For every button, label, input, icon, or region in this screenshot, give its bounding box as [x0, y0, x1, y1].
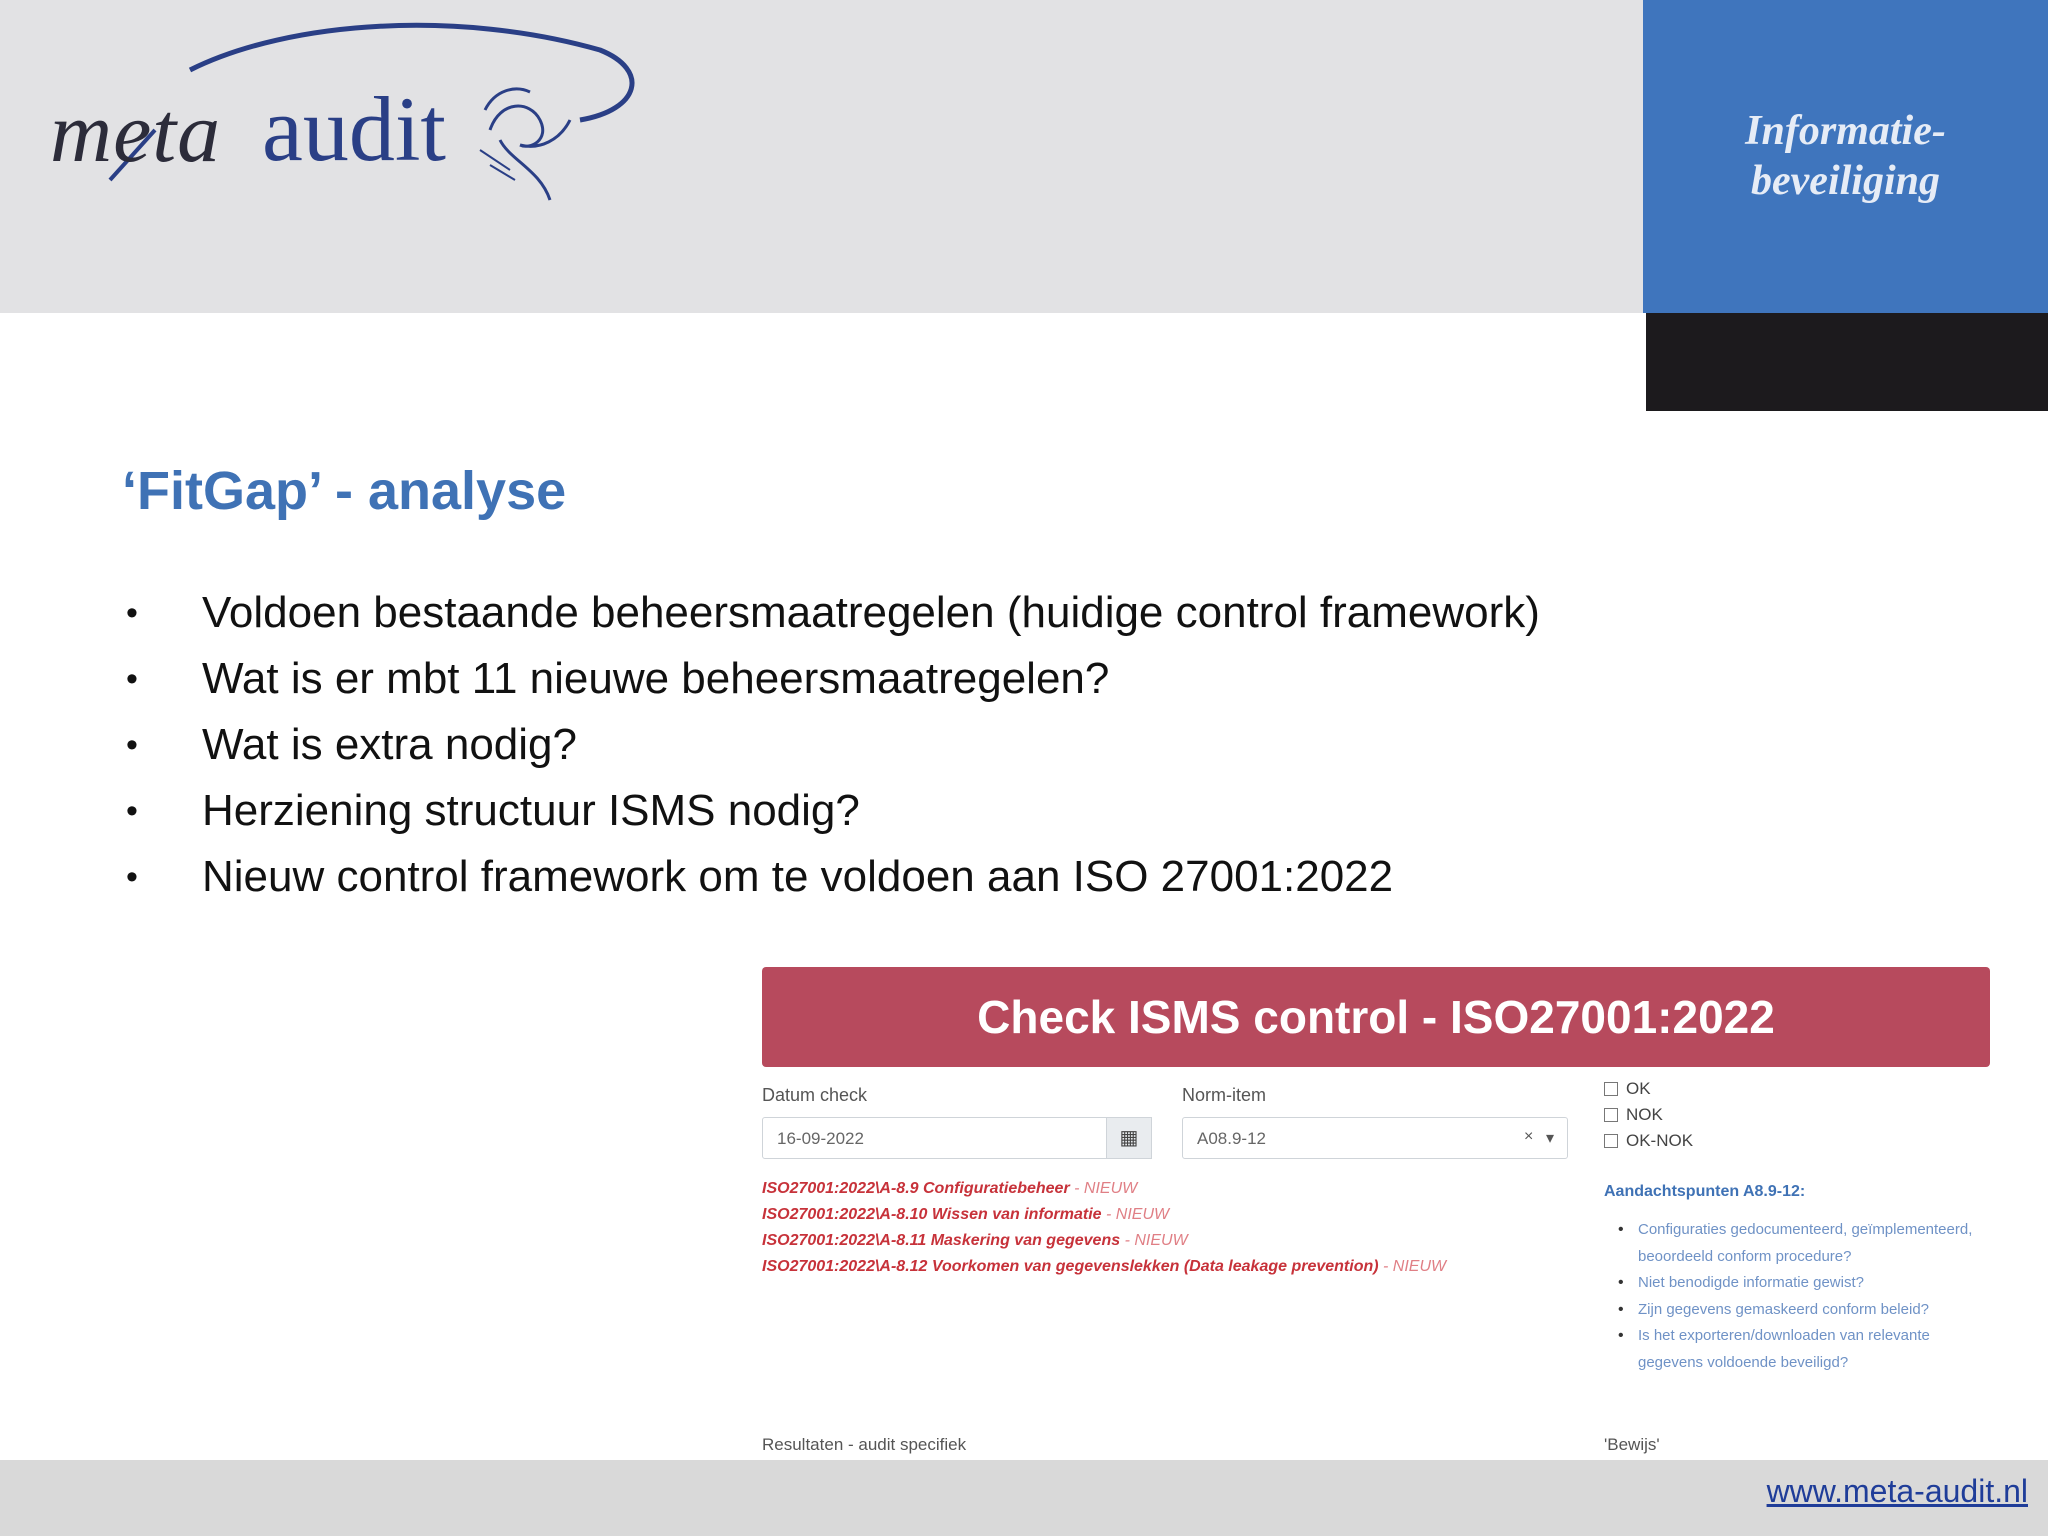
bullet-text: Voldoen bestaande beheersmaatregelen (huidige control framework) — [202, 588, 1540, 637]
aandachtspunten-list — [1638, 1217, 1998, 1376]
checkbox-box[interactable] — [1604, 1082, 1618, 1096]
iso-item[interactable] — [762, 1232, 1188, 1250]
clear-x-icon[interactable]: × — [1524, 1128, 1534, 1145]
aandachtspunt-item: • Niet benodigde informatie gewist? — [1638, 1270, 1998, 1297]
checkbox-label: NOK — [1626, 1105, 1663, 1124]
checkbox-ok-nok[interactable] — [1604, 1131, 1693, 1151]
check-isms-banner: Check ISMS control - ISO27001:2022 — [762, 967, 1990, 1067]
aandachtspunten-title: Aandachtspunten A8.9-12: — [1604, 1183, 1806, 1200]
checkbox-label: OK — [1626, 1079, 1651, 1098]
mythical-figure-logo-icon — [470, 80, 580, 210]
logo-word-audit: audit — [262, 78, 446, 180]
topic-line-2: beveiliging — [1751, 158, 1940, 204]
checkbox-ok[interactable] — [1604, 1079, 1651, 1099]
date-input[interactable]: 16-09-2022 — [762, 1117, 1152, 1159]
website-link[interactable]: www.meta-audit.nl — [1766, 1473, 2028, 1509]
isms-check-screenshot — [760, 965, 1995, 1461]
iso-item[interactable] — [762, 1180, 1137, 1198]
slide-title: ‘FitGap’ - analyse — [122, 461, 567, 521]
caret-down-icon[interactable]: ▾ — [1546, 1130, 1555, 1147]
aandachtspunt-item: • Is het exporteren/downloaden van relevante gegevens voldoende beveiligd? — [1638, 1323, 1998, 1376]
topic-line-1: Informatie- — [1745, 108, 1946, 154]
norm-item-select[interactable]: A08.9-12 — [1182, 1117, 1568, 1159]
iso-item-tag: - NIEUW — [1101, 1206, 1170, 1223]
bullet-dot: • — [126, 726, 138, 764]
bullet-dot: • — [126, 660, 138, 698]
calendar-icon[interactable]: ▦ — [1106, 1117, 1152, 1159]
aandachtspunt-item: • Configuraties gedocumenteerd, geïmplementeerd, beoordeeld conform procedure? — [1638, 1217, 1998, 1270]
checkbox-box[interactable] — [1604, 1108, 1618, 1122]
checkbox-box[interactable] — [1604, 1134, 1618, 1148]
results-label: Resultaten - audit specifiek — [762, 1435, 967, 1454]
bullet-dot: • — [126, 792, 138, 830]
iso-item-text: ISO27001:2022\A-8.11 Maskering van gegevens — [762, 1232, 1121, 1249]
iso-item-tag: - NIEUW — [1069, 1180, 1138, 1197]
bullet-dot: • — [126, 858, 138, 896]
iso-item-text: ISO27001:2022\A-8.9 Configuratiebeheer — [762, 1180, 1070, 1197]
iso-item-text: ISO27001:2022\A-8.10 Wissen van informatie — [762, 1206, 1102, 1223]
norm-item-label: Norm-item — [1182, 1085, 1266, 1105]
date-label: Datum check — [762, 1085, 868, 1105]
bullet-dot: • — [126, 594, 138, 632]
bullet-text: Nieuw control framework om te voldoen aan ISO 27001:2022 — [202, 852, 1394, 901]
logo-word-meta: meta — [50, 84, 222, 180]
iso-item[interactable] — [762, 1206, 1169, 1224]
iso-item[interactable] — [762, 1258, 1446, 1276]
aandachtspunt-item: • Zijn gegevens gemaskeerd conform beleid? — [1638, 1297, 1998, 1324]
bullet-text: Wat is extra nodig? — [202, 720, 577, 769]
topic-label — [1643, 106, 2048, 206]
iso-item-tag: - NIEUW — [1120, 1232, 1188, 1249]
iso-item-text: ISO27001:2022\A-8.12 Voorkomen van gegevenslekken (Data leakage prevention) — [762, 1258, 1379, 1275]
iso-item-tag: - NIEUW — [1378, 1258, 1447, 1275]
checkbox-label: OK-NOK — [1626, 1131, 1694, 1150]
topic-box — [1643, 0, 2048, 313]
decorative-bar — [1646, 313, 2048, 411]
header-band — [0, 0, 1643, 313]
footer-bar — [0, 1460, 2048, 1536]
bewijs-label: 'Bewijs' — [1604, 1435, 1660, 1454]
bullet-text: Herziening structuur ISMS nodig? — [202, 786, 860, 835]
checkbox-nok[interactable] — [1604, 1105, 1663, 1125]
meta-audit-logo[interactable] — [40, 10, 640, 220]
bullet-text: Wat is er mbt 11 nieuwe beheersmaatregelen? — [202, 654, 1110, 703]
